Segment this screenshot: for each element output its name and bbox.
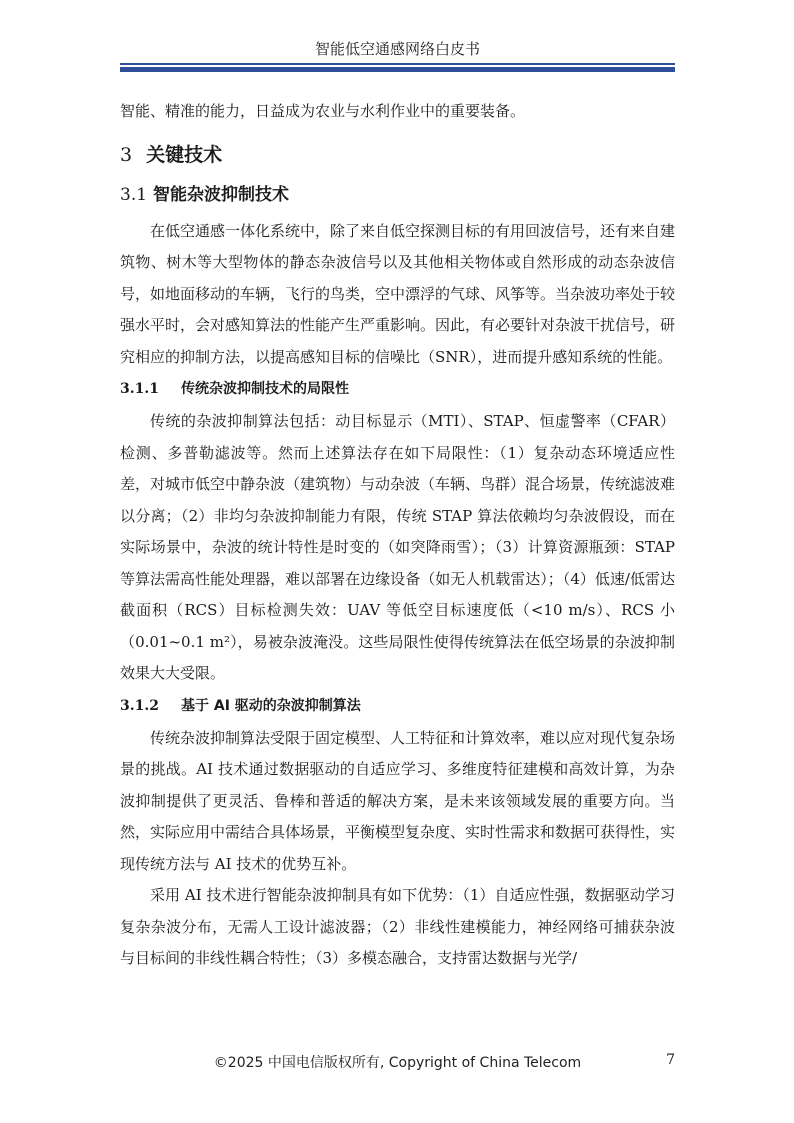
section-3-1-paragraph: 在低空通感一体化系统中，除了来自低空探测目标的有用回波信号，还有来自建筑物、树木等大型物体的静态杂波信号以及其他相关物体或自然形成的动态杂波信号，如地面移动的车辆，飞行的鸟类，空中漂浮的气球、风筝等。当杂波功率处于较强水平时，会对感知算法的性能产生严重影响。因此，有必要针对杂波干扰信号，研究相应的抑制方法，以提高感知目标的信噪比（SNR），进而提升感知系统的性能。 <box>120 221 676 366</box>
section-3-1-2-paragraph-1: 传统杂波抑制算法受限于固定模型、人工特征和计算效率，难以应对现代复杂场景的挑战。AI 技术通过数据驱动的自适应学习、多维度特征建模和高效计算，为杂波抑制提供了更灵活、鲁棒和普适的解决方案，是未来该领域发展的重要方向。当然，实际应用中需结合具体场景，平衡模型复杂度、实时性需求和数据可获得性，实现传统方法与 AI 技术的优势互补。 <box>120 728 676 873</box>
running-header-title: 智能低空通感网络白皮书 <box>314 40 480 58</box>
section-3-1-heading <box>120 180 675 210</box>
page-content <box>120 96 675 975</box>
footer-copyright: ©2025 中国电信版权所有, Copyright of China Telecom <box>213 1055 582 1071</box>
section-3-1-title: 智能杂波抑制技术 <box>153 184 290 205</box>
section-3-1-2-heading <box>120 692 675 721</box>
page-number: 7 <box>666 1052 675 1068</box>
section-3-1-2-paragraph-2: 采用 AI 技术进行智能杂波抑制具有如下优势：（1）自适应性强，数据驱动学习复杂杂波分布，无需人工设计滤波器；（2）非线性建模能力，神经网络可捕获杂波与目标间的非线性耦合特性；（3）多模态融合，支持雷达数据与光学/ <box>120 886 675 967</box>
section-3-1-1-number: 3.1.1 <box>120 381 159 397</box>
section-3-title: 关键技术 <box>146 143 223 166</box>
header-rule-thick <box>120 67 675 72</box>
section-3-1-2-number: 3.1.2 <box>120 697 159 714</box>
section-3-1-2-title: 基于 AI 驱动的杂波抑制算法 <box>180 697 361 714</box>
section-3-heading <box>120 140 675 170</box>
section-3-1-1-paragraph: 传统的杂波抑制算法包括：动目标显示（MTI）、STAP、恒虚警率（CFAR）检测、多普勒滤波等。然而上述算法存在如下局限性：（1）复杂动态环境适应性差，对城市低空中静杂波（建筑物）与动杂波（车辆、鸟群）混合场景，传统滤波难以分离；（2）非均匀杂波抑制能力有限，传统 STAP 算法依赖均匀杂波假设，而在实际场景中，杂波的统计特性是时变的（如突降雨雪）；（3）计算资源瓶颈：STAP 等算法需高性能处理器，难以部署在边缘设备（如无人机载雷达）；（4）低速/低雷达截面积（RCS）目标检测失效：UAV 等低空目标速度低（<10 m/s）、RCS 小（0.01~0.1 m²），易被杂波淹没。这些局限性使得传统算法在低空场景的杂波抑制效果大大受限。 <box>120 412 676 682</box>
header-rule-thin <box>120 63 675 65</box>
section-3-1-1-title: 传统杂波抑制技术的局限性 <box>180 381 349 397</box>
section-3-number: 3 <box>120 143 133 166</box>
section-3-1-1-heading <box>120 375 675 404</box>
intro-tail-paragraph: 智能、精准的能力，日益成为农业与水利作业中的重要装备。 <box>120 102 526 120</box>
page-footer <box>120 1052 675 1072</box>
section-3-1-number: 3.1 <box>120 184 148 205</box>
